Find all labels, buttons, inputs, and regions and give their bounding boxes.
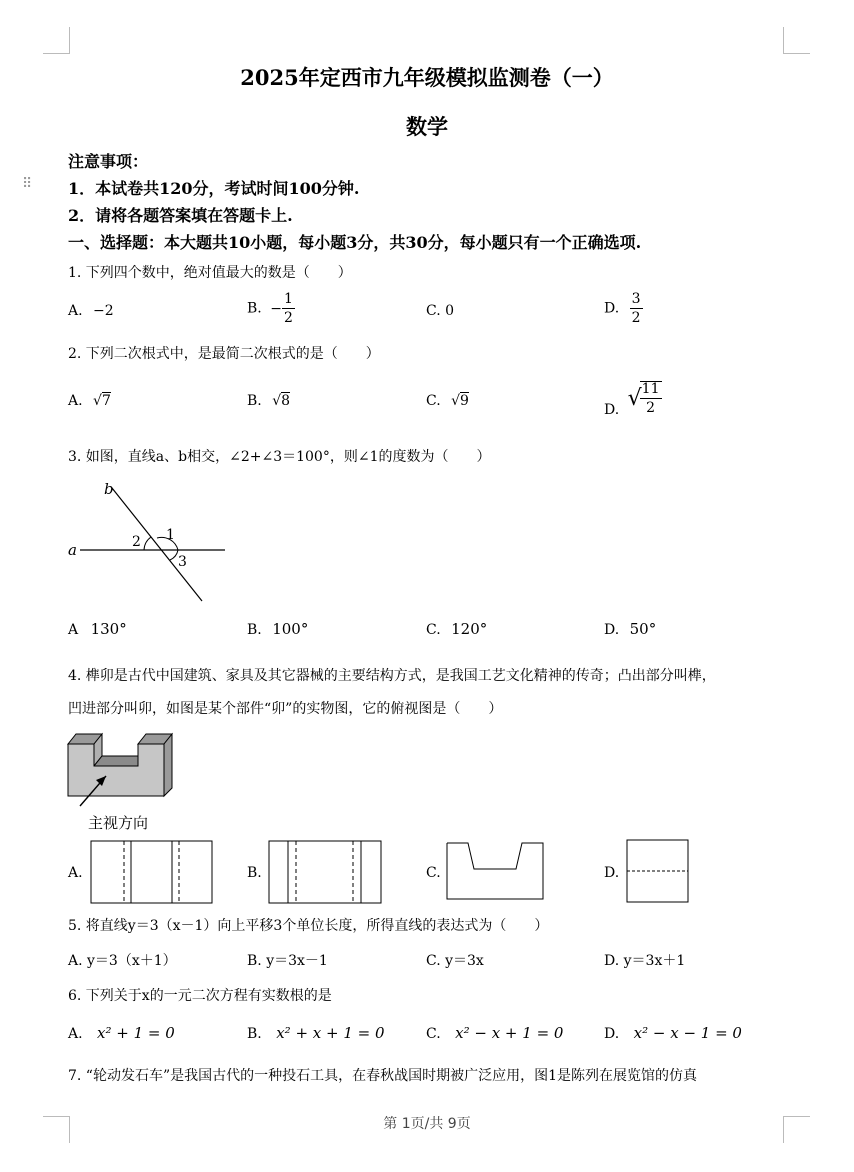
question-1-option-c[interactable]: C. 0 xyxy=(426,303,455,319)
question-3-option-a[interactable]: A 130° xyxy=(68,620,127,638)
question-4-option-d[interactable]: D. xyxy=(604,865,620,881)
note-item-1: 1．本试卷共120分，考试时间100分钟. xyxy=(68,179,360,198)
line-b xyxy=(112,488,202,601)
mortise-object-figure xyxy=(66,730,178,808)
sqrt-symbol: √9 xyxy=(451,393,469,409)
page-title: 2025年定西市九年级模拟监测卷（一） xyxy=(240,65,614,90)
question-7-stem: 7. “轮动发石车”是我国古代的一种投石工具，在春秋战国时期被广泛应用，图1是陈列在展览馆的仿真 xyxy=(68,1068,698,1084)
question-1-option-a[interactable]: A. −2 xyxy=(68,303,114,319)
question-4-option-b[interactable]: B. xyxy=(247,865,262,881)
question-4-stem-line1: 4. 榫卯是古代中国建筑、家具及其它器械的主要结构方式，是我国工艺文化精神的传奇；凸出部分叫榫， xyxy=(68,668,716,684)
subject-title: 数学 xyxy=(406,114,448,139)
question-1-option-b[interactable]: B. − $\frac{1}{2}$ xyxy=(247,291,293,326)
question-6-stem: 6. 下列关于x的一元二次方程有实数根的是 xyxy=(68,988,332,1004)
fraction: $\frac{11}{2}$ xyxy=(641,381,660,416)
question-5-stem: 5. 将直线y＝3（x－1）向上平移3个单位长度，所得直线的表达式为（ ） xyxy=(68,918,549,934)
question-2-stem: 2. 下列二次根式中，是最简二次根式的是（ ） xyxy=(68,346,380,362)
fraction: $\frac{1}{2}$ xyxy=(283,291,293,326)
angle-2-arc xyxy=(144,537,151,550)
intersecting-lines-figure xyxy=(60,476,240,606)
question-6-option-c[interactable]: C. x² − x + 1 = 0 xyxy=(426,1024,564,1042)
option-d-top-view xyxy=(626,839,690,905)
drag-handle-icon[interactable]: ⠿ xyxy=(22,176,33,192)
corner-mark-top-right xyxy=(783,27,810,54)
label-angle-1: 1 xyxy=(166,527,175,543)
option-a-top-view xyxy=(90,840,214,906)
question-6-option-d[interactable]: D. x² − x − 1 = 0 xyxy=(604,1024,742,1042)
question-1-option-d[interactable]: D. $\frac{3}{2}$ xyxy=(604,291,641,326)
sqrt-symbol: √8 xyxy=(272,393,291,409)
question-2-option-c[interactable]: C. √9 xyxy=(426,393,469,409)
question-2-option-a[interactable]: A. √7 xyxy=(68,393,111,409)
question-2-option-d[interactable]: D. √ $\frac{11}{2}$ xyxy=(604,381,660,418)
corner-mark-top-left xyxy=(43,27,70,54)
label-a: a xyxy=(68,541,77,559)
question-5-option-a[interactable]: A. y＝3（x＋1） xyxy=(68,953,177,969)
sqrt-symbol: √ xyxy=(627,385,642,411)
question-5-option-d[interactable]: D. y＝3x＋1 xyxy=(604,953,686,969)
label-b: b xyxy=(104,480,114,498)
question-3-option-c[interactable]: C. 120° xyxy=(426,620,488,638)
label-angle-2: 2 xyxy=(132,534,141,550)
question-3-option-b[interactable]: B. 100° xyxy=(247,620,309,638)
notes-heading: 注意事项： xyxy=(68,152,149,171)
note-item-2: 2．请将各题答案填在答题卡上. xyxy=(68,206,293,225)
question-5-option-b[interactable]: B. y＝3x－1 xyxy=(247,953,328,969)
page-number: 第 1页/共 9页 xyxy=(383,1116,471,1132)
question-4-stem-line2: 凹进部分叫卯，如图是某个部件“卯”的实物图，它的俯视图是（ ） xyxy=(68,701,503,717)
question-6-option-b[interactable]: B. x² + x + 1 = 0 xyxy=(247,1024,385,1042)
question-2-option-b[interactable]: B. √8 xyxy=(247,393,291,409)
sqrt-symbol: √7 xyxy=(93,393,111,409)
question-1-stem: 1. 下列四个数中，绝对值最大的数是（ ） xyxy=(68,265,352,281)
option-c-top-view xyxy=(446,842,546,902)
question-5-option-c[interactable]: C. y＝3x xyxy=(426,953,484,969)
question-3-stem: 3. 如图，直线a、b相交，∠2+∠3＝100°，则∠1的度数为（ ） xyxy=(68,449,491,465)
section-heading: 一、选择题：本大题共10小题，每小题3分，共30分，每小题只有一个正确选项. xyxy=(68,233,642,252)
question-4-option-c[interactable]: C. xyxy=(426,865,441,881)
fraction: $\frac{3}{2}$ xyxy=(631,291,641,326)
question-4-option-a[interactable]: A. xyxy=(68,865,83,881)
question-6-option-a[interactable]: A. x² + 1 = 0 xyxy=(68,1024,175,1042)
label-angle-3: 3 xyxy=(178,554,187,570)
view-direction-caption: 主视方向 xyxy=(88,814,149,832)
angle-3-arc xyxy=(170,550,178,560)
question-3-option-d[interactable]: D. 50° xyxy=(604,620,657,638)
option-b-top-view xyxy=(268,840,384,906)
